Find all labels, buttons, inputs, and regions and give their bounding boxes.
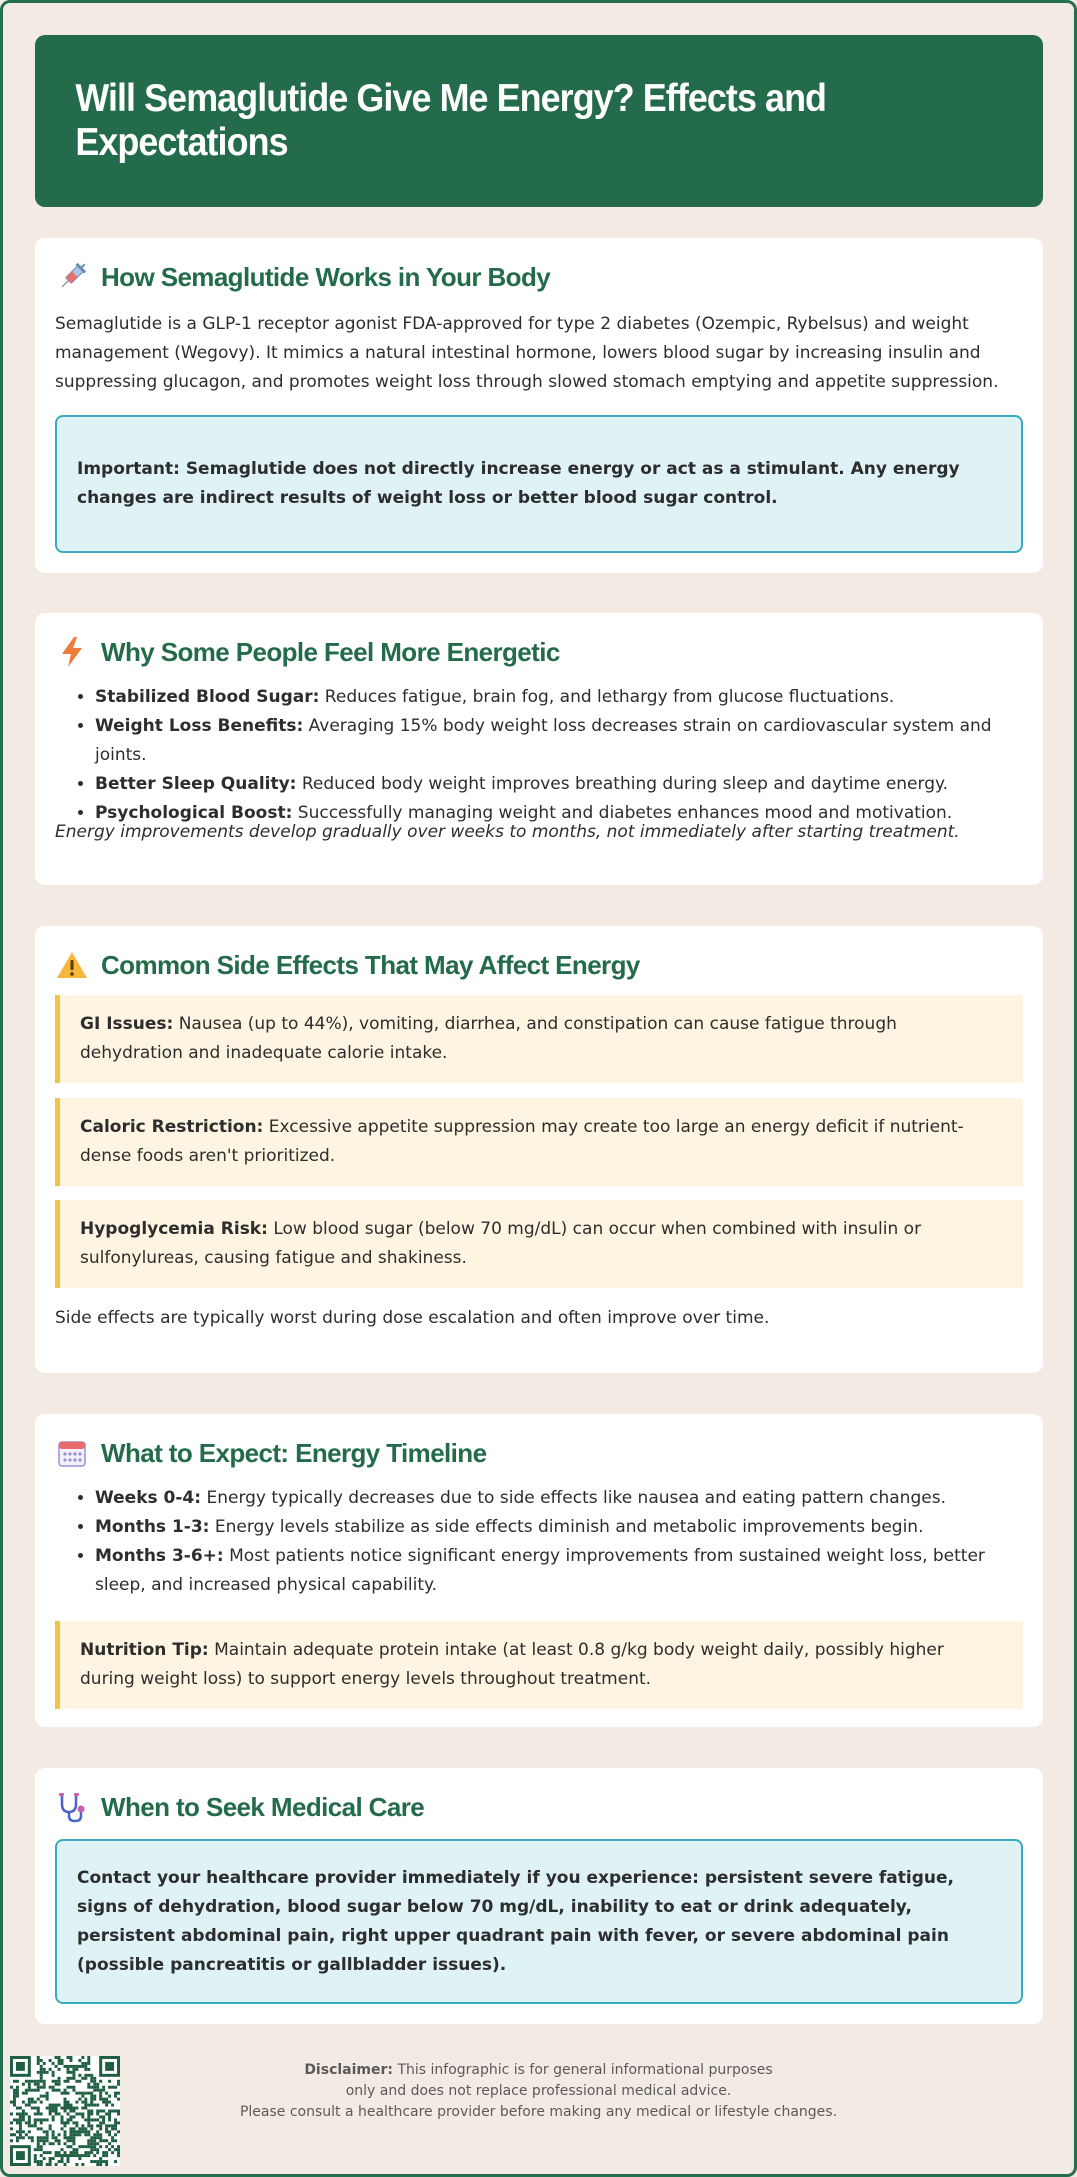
section-note: Energy improvements develop gradually over weeks to months, not immediately after starting treatment.: [55, 822, 960, 842]
side-effect-text: GI Issues: Nausea (up to 44%), vomiting, diarrhea, and constipation can cause fatigue through dehydration and inadequate calorie intake.: [80, 1014, 897, 1063]
section-title: When to Seek Medical Care: [101, 1791, 425, 1822]
tip-text: Nutrition Tip: Maintain adequate protein intake (at least 0.8 g/kg body weight daily, possibly higher during weight loss) to support energy levels throughout treatment.: [80, 1640, 944, 1689]
calendar-icon: [55, 1436, 89, 1470]
callout-text: Important: Semaglutide does not directly increase energy or act as a stimulant. Any energy changes are indirect results of weight loss or better blood sugar control.: [77, 459, 960, 508]
list-item: • Psychological Boost: Successfully managing weight and diabetes enhances mood and motivation.: [95, 799, 1023, 828]
section-note: Side effects are typically worst during dose escalation and often improve over time.: [55, 1308, 770, 1328]
section-how-it-works: [35, 238, 1043, 573]
disclaimer: [0, 2060, 1077, 2123]
side-effect-box: [55, 1200, 1023, 1288]
important-callout: [55, 415, 1023, 553]
syringe-icon: [55, 260, 89, 294]
timeline-list: [55, 1484, 1023, 1600]
side-effect-box: [55, 1098, 1023, 1186]
section-side-effects: [35, 926, 1043, 1373]
list-item: • Months 1-3: Energy levels stabilize as side effects diminish and metabolic improvements begin.: [95, 1513, 1023, 1542]
page-header: [35, 35, 1043, 207]
disclaimer-line: Please consult a healthcare provider before making any medical or lifestyle changes.: [239, 2104, 838, 2120]
disclaimer-line: Disclaimer: This infographic is for general informational purposes: [304, 2062, 773, 2078]
list-item: • Better Sleep Quality: Reduced body weight improves breathing during sleep and daytime energy.: [95, 770, 1023, 799]
warning-icon: [55, 948, 89, 982]
side-effect-text: Caloric Restriction: Excessive appetite suppression may create too large an energy deficit if nutrient-dense foods aren't prioritized.: [80, 1117, 964, 1166]
section-title: Common Side Effects That May Affect Energy: [101, 949, 640, 980]
nutrition-tip-box: [55, 1621, 1023, 1709]
benefit-list: [55, 683, 1023, 828]
list-item: • Weight Loss Benefits: Averaging 15% body weight loss decreases strain on cardiovascular system and joints.: [95, 712, 1023, 770]
list-item: • Months 3-6+: Most patients notice significant energy improvements from sustained weight loss, better sleep, and increased physical capability.: [95, 1542, 1023, 1600]
list-item: • Weeks 0-4: Energy typically decreases due to side effects like nausea and eating pattern changes.: [95, 1484, 1023, 1513]
section-title: How Semaglutide Works in Your Body: [101, 261, 551, 292]
page-title: Will Semaglutide Give Me Energy? Effects and Expectations: [75, 77, 827, 164]
list-item: • Stabilized Blood Sugar: Reduces fatigue, brain fog, and lethargy from glucose fluctuations.: [95, 683, 1023, 712]
lightning-icon: [55, 635, 89, 669]
section-header: [55, 260, 550, 294]
section-header: [55, 948, 640, 982]
section-medical-care: [35, 1768, 1043, 2024]
side-effect-text: Hypoglycemia Risk: Low blood sugar (below 70 mg/dL) can occur when combined with insulin or sulfonylureas, causing fatigue and shakiness.: [80, 1219, 922, 1268]
section-body: Semaglutide is a GLP-1 receptor agonist FDA-approved for type 2 diabetes (Ozempic, Rybelsus) and weight management (Wegovy). It mimics a natural intestinal hormone, lowers blood sugar by increasing insulin and suppressing glucagon, and promotes weight loss through slowed stomach emptying and appetite suppression.: [55, 314, 999, 392]
section-title: Why Some People Feel More Energetic: [101, 636, 560, 667]
callout-text: Contact your healthcare provider immediately if you experience: persistent severe fatigue, signs of dehydration, blood sugar below 70 mg/dL, inability to eat or drink adequately, persistent abdominal pain, right upper quadrant pain with fever, or severe abdominal pain (possible pancreatitis or gallbladder issues).: [77, 1867, 954, 1975]
section-timeline: [35, 1414, 1043, 1727]
medical-callout: [55, 1839, 1023, 2004]
section-header: [55, 1790, 424, 1824]
side-effect-box: [55, 995, 1023, 1083]
section-energetic: [35, 613, 1043, 885]
stethoscope-icon: [55, 1790, 89, 1824]
section-title: What to Expect: Energy Timeline: [101, 1437, 487, 1468]
section-header: [55, 1436, 486, 1470]
disclaimer-line: only and does not replace professional medical advice.: [345, 2083, 732, 2099]
section-header: [55, 635, 560, 669]
